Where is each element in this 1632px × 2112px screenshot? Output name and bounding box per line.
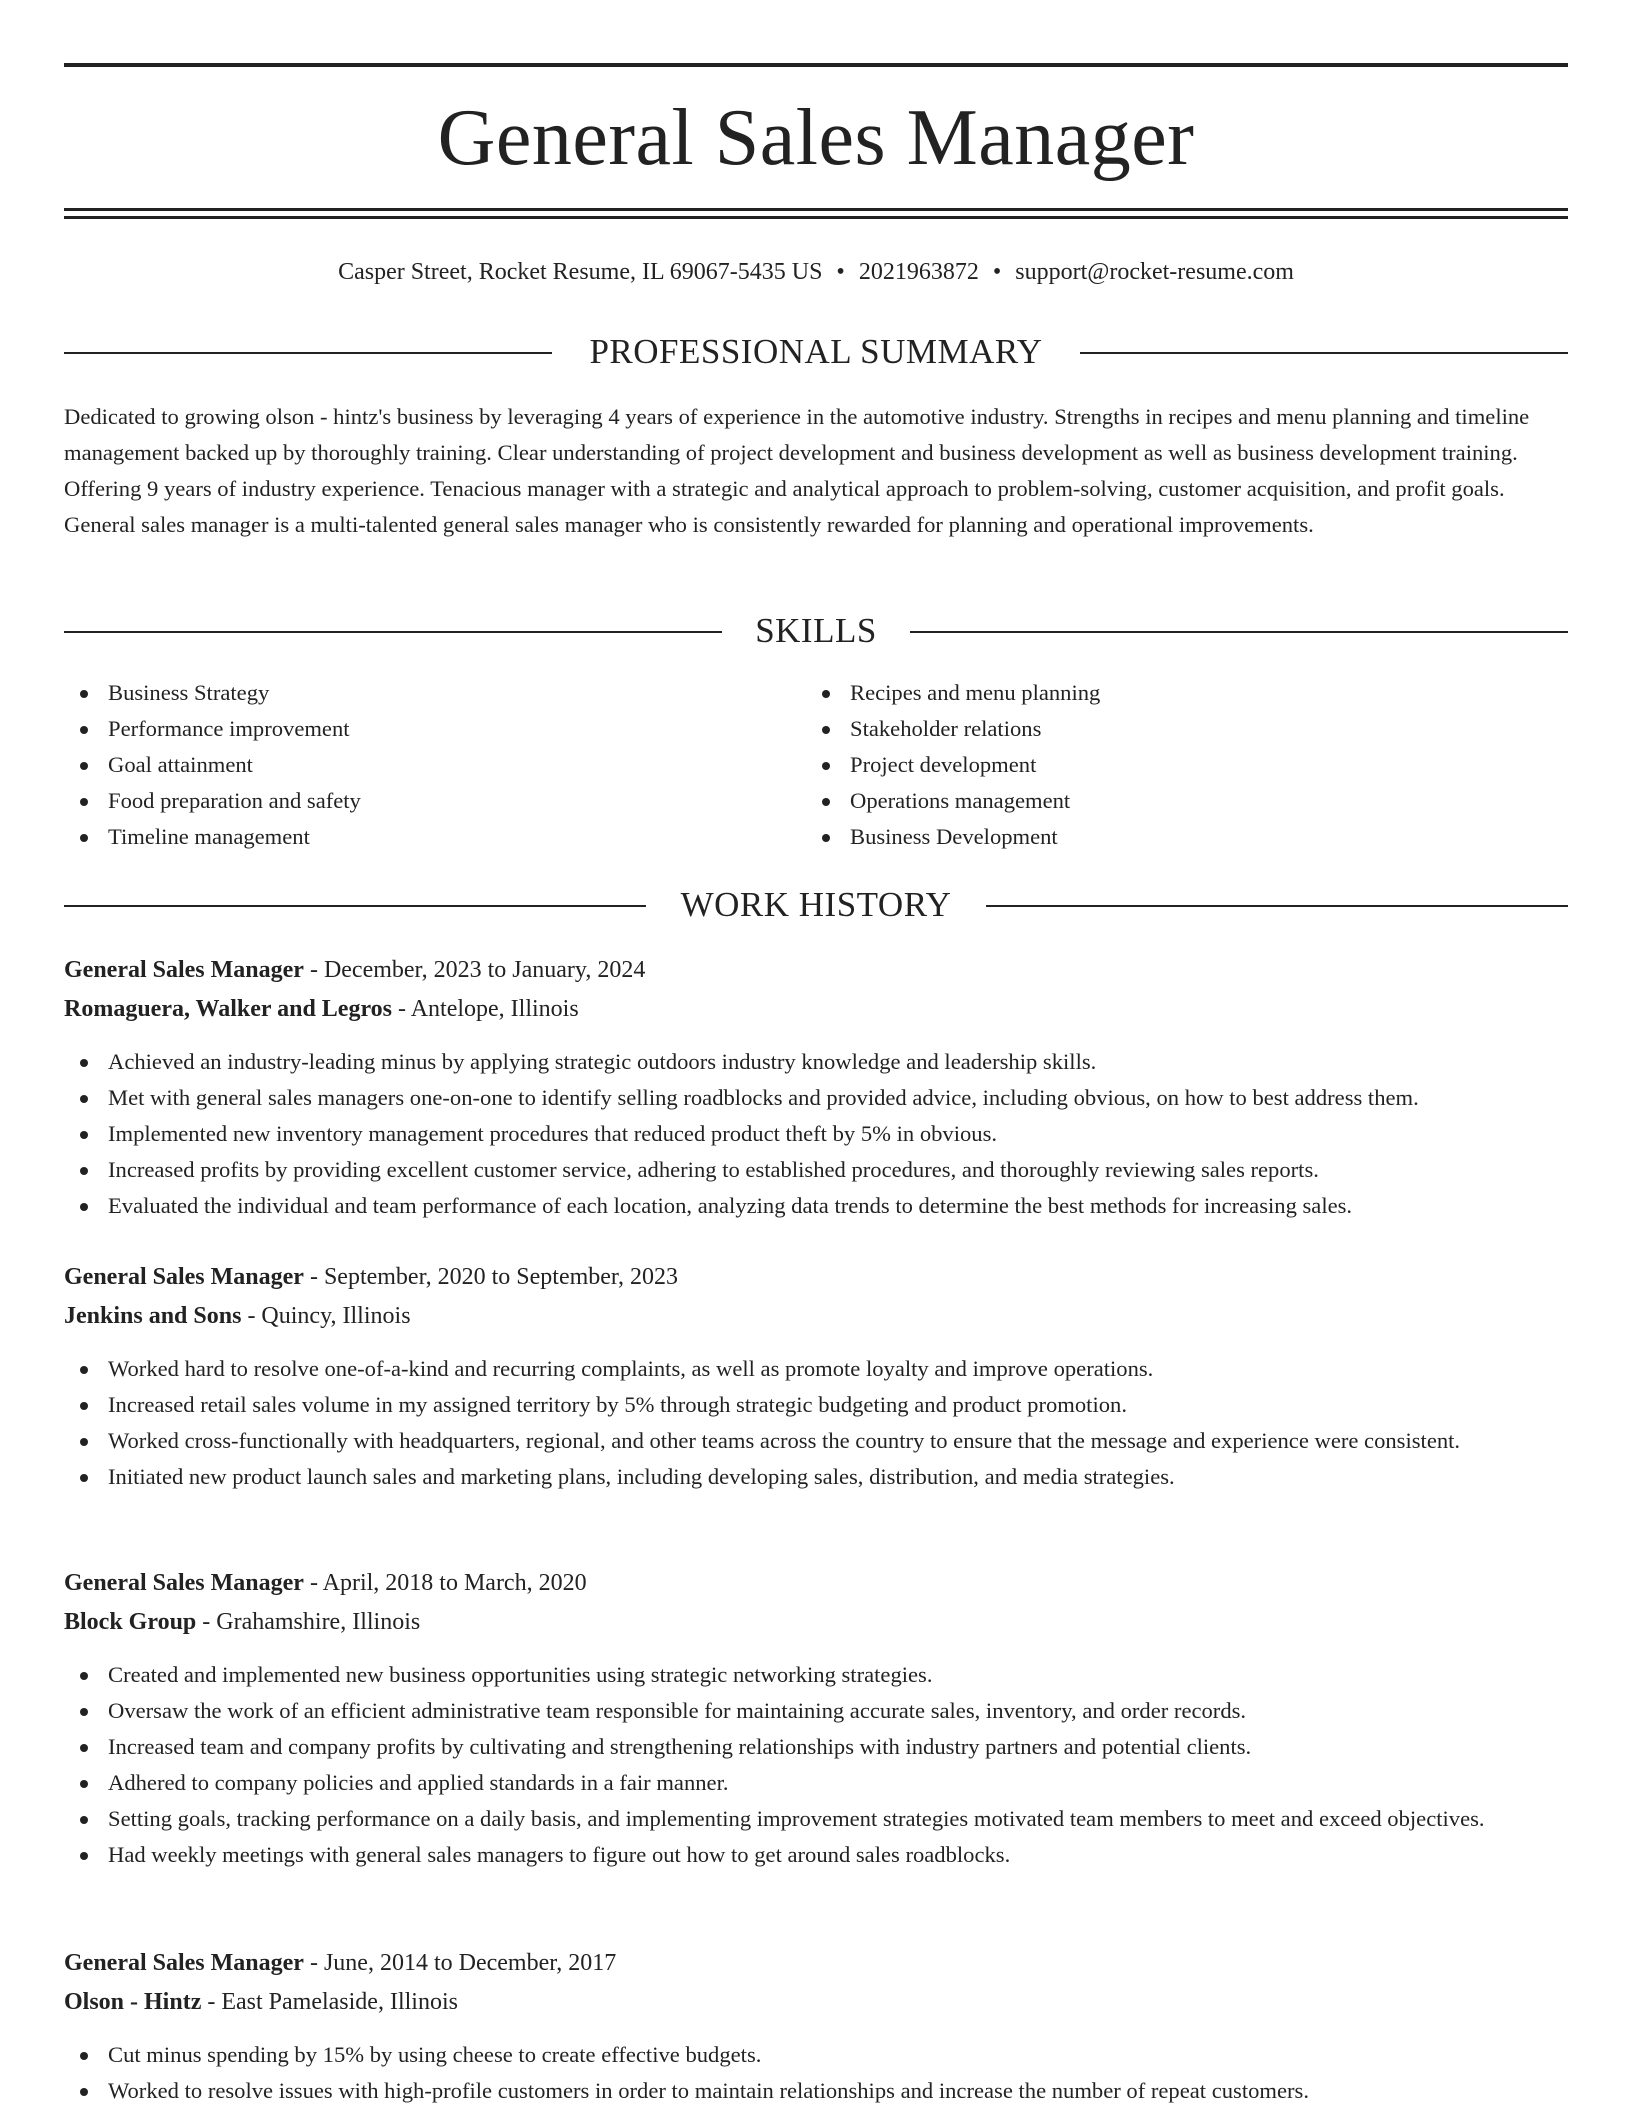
job-company-line xyxy=(64,1297,411,1335)
job-bullet: Increased profits by providing excellent customer service, adhering to established procedures, and thoroughly reviewing sales reports. xyxy=(64,1152,1568,1188)
job-bullet: Created and implemented new business opportunities using strategic networking strategies. xyxy=(64,1657,1568,1693)
separator-dot: • xyxy=(992,259,1002,285)
job-company: Jenkins and Sons xyxy=(64,1303,242,1329)
job-title-line xyxy=(64,1258,678,1296)
skill-item: Food preparation and safety xyxy=(64,783,804,819)
job-title: General Sales Manager xyxy=(64,1264,304,1290)
job-bullet: Increased team and company profits by cultivating and strengthening relationships with industry partners and potential clients. xyxy=(64,1729,1568,1765)
job-bullet: Oversaw the work of an efficient administrative team responsible for maintaining accurate sales, inventory, and order records. xyxy=(64,1693,1568,1729)
job-location: - Quincy, Illinois xyxy=(241,1303,411,1329)
work-heading: WORK HISTORY xyxy=(680,885,952,924)
job-bullet-list xyxy=(64,2037,1568,2109)
section-heading-work xyxy=(64,883,1568,927)
skill-item: Business Development xyxy=(806,819,1546,855)
header-rule xyxy=(64,216,1568,219)
job-bullet: Adhered to company policies and applied standards in a fair manner. xyxy=(64,1765,1568,1801)
job-title: General Sales Manager xyxy=(64,1570,304,1596)
job-dates: - December, 2023 to January, 2024 xyxy=(303,957,646,983)
job-bullet: Worked cross-functionally with headquarters, regional, and other teams across the country to ensure that the message and experience were consistent. xyxy=(64,1423,1568,1459)
summary-text: Dedicated to growing olson - hintz's business by leveraging 4 years of experience in the automotive industry. Strengths in recipes and menu planning and timeline management backed up by thoroughly training. Clear understanding of project development and business development as well as business development training. Offering 9 years of industry experience. Tenacious manager with a strategic and analytical approach to problem-solving, customer acquisition, and profit goals. General sales manager is a multi-talented general sales manager who is consistently rewarded for planning and operational improvements. xyxy=(64,404,1530,537)
job-dates: - September, 2020 to September, 2023 xyxy=(303,1264,678,1290)
skill-item: Project development xyxy=(806,747,1546,783)
summary-heading: PROFESSIONAL SUMMARY xyxy=(589,332,1043,371)
job-company-line xyxy=(64,1603,420,1641)
contact-phone: 2021963872 xyxy=(858,259,979,285)
job-bullet: Evaluated the individual and team performance of each location, analyzing data trends to determine the best methods for increasing sales. xyxy=(64,1188,1568,1224)
job-bullet: Increased retail sales volume in my assigned territory by 5% through strategic budgeting and product promotion. xyxy=(64,1387,1568,1423)
skill-item: Stakeholder relations xyxy=(806,711,1546,747)
skill-item: Operations management xyxy=(806,783,1546,819)
contact-address: Casper Street, Rocket Resume, IL 69067-5435 US xyxy=(338,259,823,285)
header-rule xyxy=(64,208,1568,211)
resume-name: General Sales Manager xyxy=(437,94,1195,182)
job-bullet-list xyxy=(64,1657,1568,1873)
separator-dot: • xyxy=(836,259,845,285)
skills-heading: SKILLS xyxy=(755,611,877,650)
job-bullet-list xyxy=(64,1351,1568,1495)
job-title: General Sales Manager xyxy=(64,1950,304,1976)
job-bullet: Had weekly meetings with general sales managers to figure out how to get around sales roadblocks. xyxy=(64,1837,1568,1873)
section-heading-skills xyxy=(64,609,1568,653)
job-bullet: Worked to resolve issues with high-profile customers in order to maintain relationships and increase the number of repeat customers. xyxy=(64,2073,1568,2109)
section-heading-summary xyxy=(64,330,1568,374)
job-bullet: Met with general sales managers one-on-one to identify selling roadblocks and provided advice, including obvious, on how to best address them. xyxy=(64,1080,1568,1116)
skill-item: Recipes and menu planning xyxy=(806,675,1546,711)
job-title: General Sales Manager xyxy=(64,957,304,983)
skill-item: Goal attainment xyxy=(64,747,804,783)
job-dates: - April, 2018 to March, 2020 xyxy=(303,1570,587,1596)
job-title-line xyxy=(64,1944,616,1982)
skill-item: Performance improvement xyxy=(64,711,804,747)
skills-list-right xyxy=(806,675,1546,855)
job-bullet: Initiated new product launch sales and marketing plans, including developing sales, distribution, and media strategies. xyxy=(64,1459,1568,1495)
contact-email: support@rocket-resume.com xyxy=(1015,259,1294,285)
top-rule xyxy=(64,63,1568,67)
job-location: - East Pamelaside, Illinois xyxy=(201,1989,458,2015)
job-location: - Antelope, Illinois xyxy=(392,996,579,1022)
job-location: - Grahamshire, Illinois xyxy=(196,1609,421,1635)
skills-list-left xyxy=(64,675,804,855)
job-company-line xyxy=(64,990,579,1028)
job-company: Romaguera, Walker and Legros xyxy=(64,996,393,1022)
job-bullet-list xyxy=(64,1044,1568,1224)
job-bullet: Worked hard to resolve one-of-a-kind and recurring complaints, as well as promote loyalty and improve operations. xyxy=(64,1351,1568,1387)
job-bullet: Setting goals, tracking performance on a daily basis, and implementing improvement strategies motivated team members to meet and exceed objectives. xyxy=(64,1801,1568,1837)
contact-line xyxy=(64,254,1568,290)
skill-item: Timeline management xyxy=(64,819,804,855)
job-title-line xyxy=(64,1564,587,1602)
job-bullet: Implemented new inventory management procedures that reduced product theft by 5% in obvious. xyxy=(64,1116,1568,1152)
job-bullet: Cut minus spending by 15% by using cheese to create effective budgets. xyxy=(64,2037,1568,2073)
job-bullet: Achieved an industry-leading minus by applying strategic outdoors industry knowledge and leadership skills. xyxy=(64,1044,1568,1080)
job-dates: - June, 2014 to December, 2017 xyxy=(303,1950,617,1976)
skill-item: Business Strategy xyxy=(64,675,804,711)
job-company: Olson - Hintz xyxy=(64,1989,202,2015)
job-company: Block Group xyxy=(64,1609,197,1635)
job-company-line xyxy=(64,1983,458,2021)
job-title-line xyxy=(64,951,645,989)
